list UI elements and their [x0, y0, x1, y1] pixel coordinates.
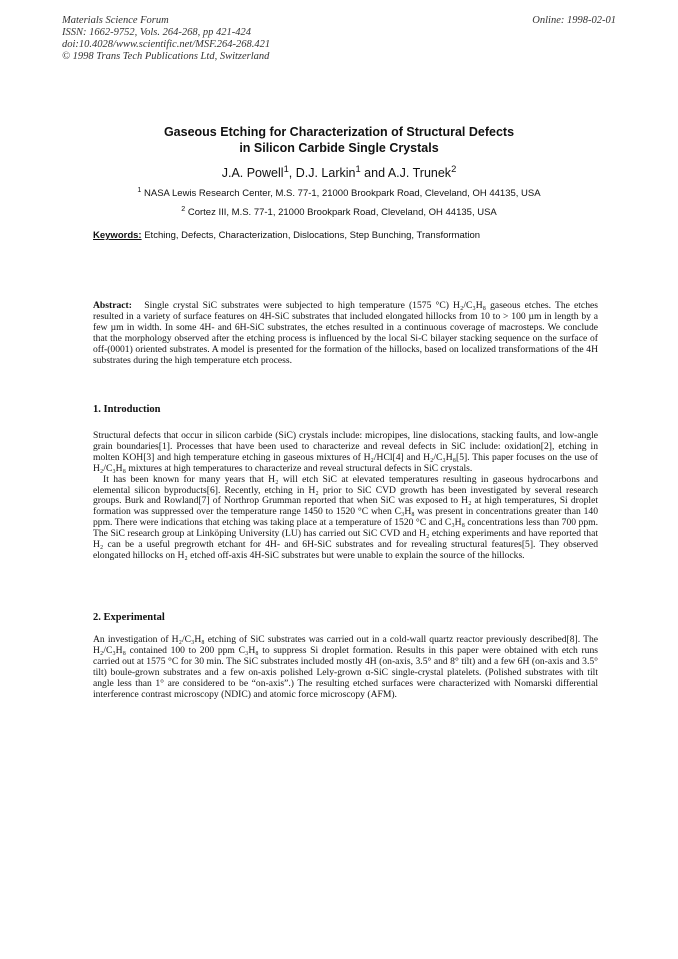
affiliation-1-text: NASA Lewis Research Center, M.S. 77-1, 21000 Brookpark Road, Cleveland, OH 44135, USA	[141, 188, 541, 199]
experimental-body	[93, 635, 598, 700]
journal-header	[62, 15, 270, 63]
author-2-affil: 1	[355, 163, 361, 174]
affiliation-2	[0, 204, 678, 218]
author-separator-1: ,	[288, 166, 296, 180]
author-list	[0, 163, 678, 180]
author-1: J.A. Powell	[221, 166, 284, 180]
keywords	[93, 230, 593, 241]
title-line-1: Gaseous Etching for Characterization of Structural Defects	[163, 125, 515, 139]
introduction-paragraph-2: It has been known for many years that H₂ will etch SiC at elevated temperatures resulting in gaseous hydrocarbons and elemental silicon byproducts[6]. Recently, etching in H₂ prior to SiC CVD growth has been investigated by several research groups. Burk and Rowland[7] of Northrop Grumman reported that when SiC was exposed to H₂ at high temperatures, Si droplet formation was suppressed over the temperature range 1450 to 1520 °C when C₃H₈ was present in concentrations greater than 140 ppm. There were indications that etching was taking place at a temperature of 1520 °C and C₃H₈ concentrations less than 700 ppm. The SiC research group at Linköping University (LU) has carried out SiC CVD and H₂ etching experiments and have reported that H₂ can be a useful pregrowth etchant for 4H- and 6H-SiC substrates and for revealing structural features[5]. They observed elongated hillocks on H₂ etched off-axis 4H-SiC substrates but were unable to explain the source of the hillocks.	[93, 473, 598, 561]
author-2: D.J. Larkin	[295, 166, 356, 180]
author-3-affil: 2	[451, 163, 457, 174]
copyright-line: © 1998 Trans Tech Publications Ltd, Switzerland	[62, 51, 270, 62]
experimental-paragraph-1: An investigation of H₂/C₃H₈ etching of SiC substrates was carried out in a cold-wall quartz reactor previously described[8]. The H₂/C₃H₈ contained 100 to 200 ppm C₃H₈ to suppress Si droplet formation. Results in this paper were obtained with etch runs carried out at 1575 °C for 30 min. The SiC substrates included mostly 4H (on-axis, 3.5° and 8° tilt) and a few 6H (on-axis and 3.5° tilt) boule-grown substrates and a few on-axis polished Lely-grown α-SiC single-crystal platelets. (Polished substrates with tilt angle less than 1° are considered to be “on-axis”.) The resulting etched surfaces were characterized with Nomarski differential interference contrast microscopy (NDIC) and atomic force microscopy (AFM).	[93, 634, 598, 700]
affiliation-2-text: Cortez III, M.S. 77-1, 21000 Brookpark Road, Cleveland, OH 44135, USA	[185, 207, 497, 218]
author-1-affil: 1	[283, 163, 289, 174]
keywords-text: Etching, Defects, Characterization, Dislocations, Step Bunching, Transformation	[141, 230, 481, 241]
abstract-label: Abstract:	[93, 300, 132, 311]
doi-link[interactable]: doi:10.4028/www.scientific.net/MSF.264-268.421	[62, 39, 271, 50]
experimental-heading: 2. Experimental	[93, 612, 165, 623]
author-3: A.J. Trunek	[387, 166, 452, 180]
affiliation-2-number: 2	[181, 204, 186, 213]
affiliation-1-number: 1	[137, 185, 142, 194]
online-date: Online: 1998-02-01	[532, 15, 616, 26]
introduction-body	[93, 431, 598, 562]
journal-name: Materials Science Forum	[62, 15, 169, 26]
abstract-text: Single crystal SiC substrates were subjected to high temperature (1575 °C) H₂/C₃H₈ gaseous etches. The etches resulted in a variety of surface features on 4H-SiC substrates that included elongated hillocks from 10 to > 100 µm in length by a few µm in width. In some 4H- and 6H-SiC substrates, the etches resulted in a continuous coverage of macrosteps. We conclude that the morphology observed after the etching process is influenced by the local Si-C bilayer stacking sequence on the surface of off-(0001) oriented substrates. A model is presented for the formation of the hillocks, based on localized transformations of the 4H substrates during the high temperature etch process.	[93, 300, 598, 366]
introduction-heading: 1. Introduction	[93, 404, 161, 415]
title-line-2: in Silicon Carbide Single Crystals	[239, 141, 439, 155]
paper-title	[0, 124, 678, 156]
keywords-label: Keywords:	[93, 230, 142, 241]
introduction-paragraph-1: Structural defects that occur in silicon carbide (SiC) crystals include: micropipes, line dislocations, stacking faults, and low-angle grain boundaries[1]. Processes that have been used to characterize and reveal defects in SiC include: oxidation[2], etching in molten KOH[3] and high temperature etching in gaseous mixtures of H₂/HCl[4] and H₂/C₃H₈[5]. This paper focuses on the use of H₂/C₃H₈ mixtures at high temperatures to characterize and reveal structural defects in SiC crystals.	[93, 430, 598, 474]
affiliation-1	[0, 185, 678, 199]
author-separator-2: and	[360, 166, 388, 180]
abstract	[93, 301, 598, 366]
issn-line: ISSN: 1662-9752, Vols. 264-268, pp 421-424	[62, 27, 251, 38]
